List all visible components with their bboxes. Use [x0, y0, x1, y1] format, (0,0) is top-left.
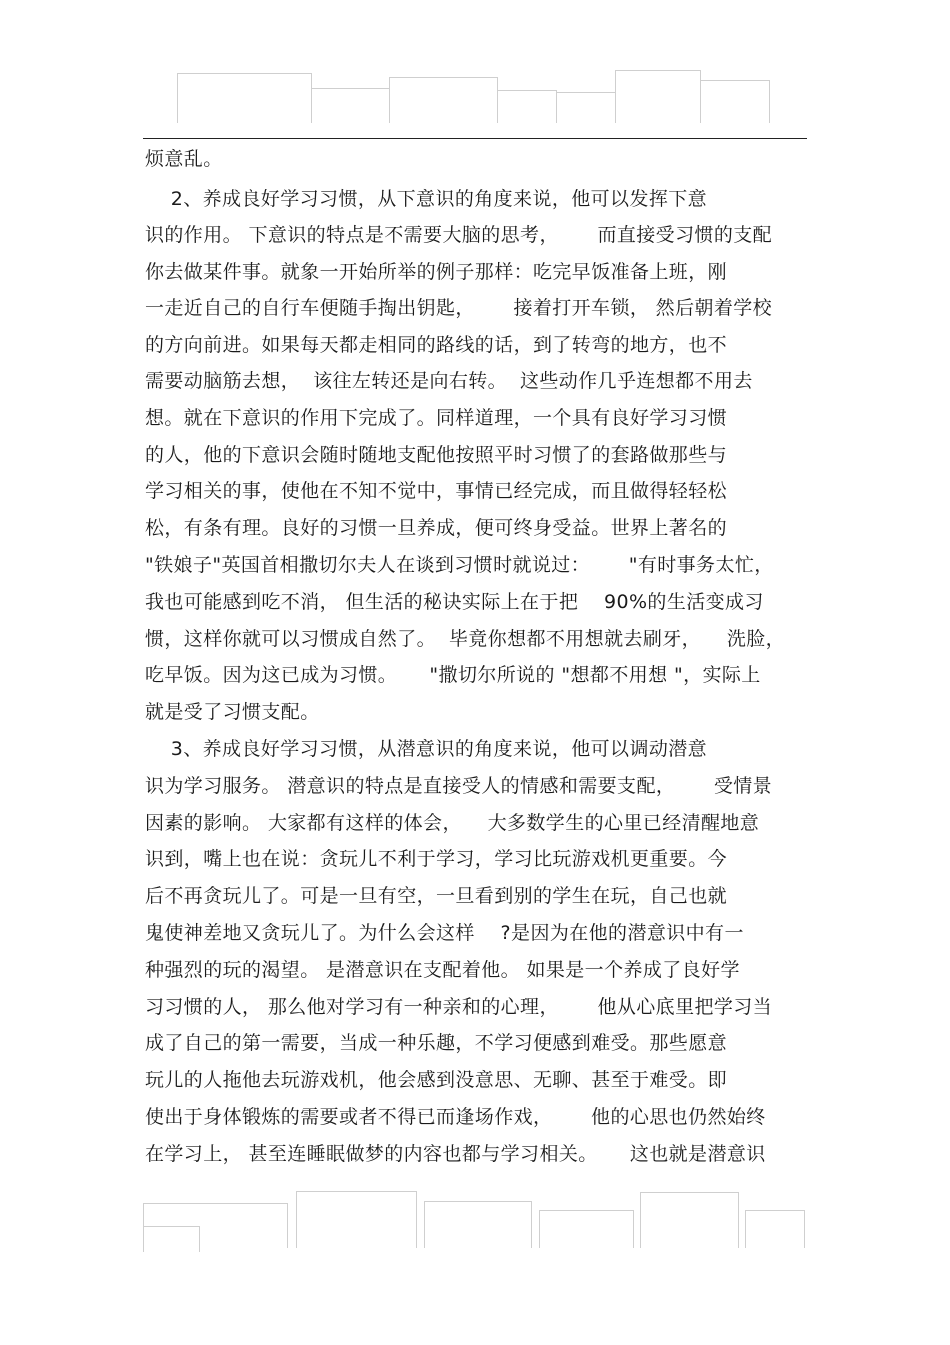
text-line: 成了自己的第一需要，当成一种乐趣，不学习便感到难受。那些愿意: [145, 1032, 728, 1054]
header-fragment: [700, 80, 770, 123]
text-line: 需要动脑筋去想， 该往左转还是向右转。 这些动作几乎连想都不用去: [145, 370, 753, 392]
text-line: 因素的影响。 大家都有这样的体会， 大多数学生的心里已经清醒地意: [145, 812, 760, 834]
text-line: 惯，这样你就可以习惯成自然了。 毕竟你想都不用想就去刷牙， 洗脸，: [145, 628, 786, 650]
header-fragment: [615, 70, 701, 123]
text-line: 一走近自己的自行车便随手掏出钥匙， 接着打开车锁， 然后朝着学校: [145, 297, 773, 319]
text-line: 想。就在下意识的作用下完成了。同样道理，一个具有良好学习习惯: [145, 407, 728, 429]
text-line: 的方向前进。如果每天都走相同的路线的话，到了转弯的地方，也不: [145, 334, 728, 356]
header-fragment: [497, 90, 557, 123]
header-rule: [143, 138, 807, 139]
footer-fragment: [424, 1201, 532, 1248]
header-fragment: [177, 73, 312, 123]
text-line: 后不再贪玩儿了。可是一旦有空，一旦看到别的学生在玩，自己也就: [145, 885, 728, 907]
header-fragment: [556, 92, 616, 123]
header-fragment: [311, 88, 390, 123]
text-line: 习习惯的人， 那么他对学习有一种亲和的心理， 他从心底里把学习当: [145, 996, 773, 1018]
footer-fragment: [640, 1192, 739, 1248]
text-line: 玩儿的人拖他去玩游戏机，他会感到没意思、无聊、甚至于难受。即: [145, 1069, 728, 1091]
text-line: 使出于身体锻炼的需要或者不得已而逢场作戏， 他的心思也仍然始终: [145, 1106, 766, 1128]
text-line: 识为学习服务。 潜意识的特点是直接受人的情感和需要支配， 受情景: [145, 775, 773, 797]
text-line: "铁娘子"英国首相撒切尔夫人在谈到习惯时就说过： "有时事务太忙，: [145, 554, 774, 576]
footer-fragment: [745, 1210, 805, 1248]
text-line: 在学习上， 甚至连睡眠做梦的内容也都与学习相关。 这也就是潜意识: [145, 1143, 766, 1165]
text-line: 2、养成良好学习习惯，从下意识的角度来说，他可以发挥下意: [145, 188, 708, 210]
footer-fragment: [539, 1210, 634, 1248]
text-line: 就是受了习惯支配。: [145, 701, 320, 723]
text-line: 鬼使神差地又贪玩儿了。为什么会这样 ?是因为在他的潜意识中有一: [145, 922, 744, 944]
header-fragment: [389, 77, 498, 123]
text-line: 我也可能感到吃不消， 但生活的秘诀实际上在于把 90%的生活变成习: [145, 591, 764, 613]
text-line: 的人，他的下意识会随时随地支配他按照平时习惯了的套路做那些与: [145, 444, 728, 466]
text-line: 你去做某件事。就象一开始所举的例子那样：吃完早饭准备上班，刚: [145, 261, 728, 283]
text-line: 吃早饭。因为这已成为习惯。 "撒切尔所说的 "想都不用想 "，实际上: [145, 664, 761, 686]
text-line: 识到，嘴上也在说：贪玩儿不利于学习，学习比玩游戏机更重要。今: [145, 848, 728, 870]
text-line: 学习相关的事，使他在不知不觉中，事情已经完成，而且做得轻轻松: [145, 480, 728, 502]
footer-fragment: [143, 1226, 200, 1252]
text-line: 识的作用。 下意识的特点是不需要大脑的思考， 而直接受习惯的支配: [145, 224, 773, 246]
footer-fragment: [296, 1191, 417, 1248]
text-line: 松，有条有理。良好的习惯一旦养成，便可终身受益。世界上著名的: [145, 517, 728, 539]
text-line: 烦意乱。: [145, 148, 223, 170]
text-line: 种强烈的玩的渴望。 是潜意识在支配着他。 如果是一个养成了良好学: [145, 959, 740, 981]
text-line: 3、养成良好学习习惯，从潜意识的角度来说，他可以调动潜意: [145, 738, 708, 760]
